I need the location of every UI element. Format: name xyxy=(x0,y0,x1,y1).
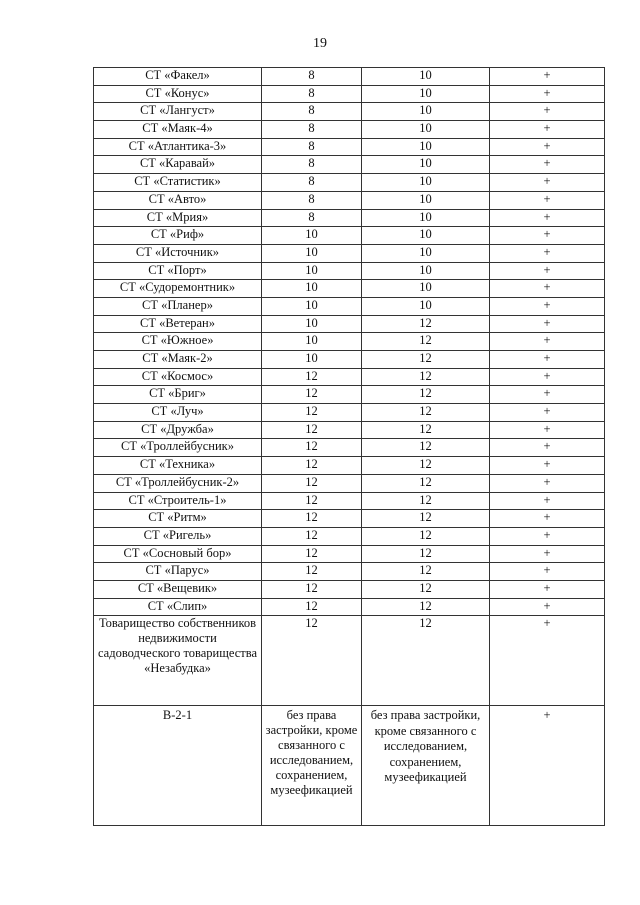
table-row xyxy=(94,527,605,545)
cell-value-a: 10 xyxy=(262,244,362,262)
cell-name: СТ «Маяк-2» xyxy=(94,351,262,369)
cell-value-a: 12 xyxy=(262,421,362,439)
cell-value-a: без права застройки, кроме связанного с исследованием, сохранением, музеефикацией xyxy=(262,706,362,826)
table-row xyxy=(94,174,605,192)
table-row xyxy=(94,457,605,475)
cell-mark: + xyxy=(490,527,605,545)
cell-name: СТ «Южное» xyxy=(94,333,262,351)
cell-mark: + xyxy=(490,262,605,280)
cell-value-b: 10 xyxy=(362,138,490,156)
cell-value-b: 12 xyxy=(362,563,490,581)
cell-value-a: 8 xyxy=(262,156,362,174)
cell-value-b: 10 xyxy=(362,297,490,315)
table-row xyxy=(94,315,605,333)
cell-value-b: 12 xyxy=(362,404,490,422)
cell-value-a: 12 xyxy=(262,457,362,475)
table-row xyxy=(94,103,605,121)
cell-name: СТ «Факел» xyxy=(94,68,262,86)
cell-value-b: 12 xyxy=(362,580,490,598)
cell-mark: + xyxy=(490,492,605,510)
cell-value-b: 12 xyxy=(362,510,490,528)
cell-value-a: 8 xyxy=(262,191,362,209)
cell-value-a: 12 xyxy=(262,598,362,616)
cell-mark: + xyxy=(490,227,605,245)
cell-name: СТ «Каравай» xyxy=(94,156,262,174)
cell-name: СТ «Слип» xyxy=(94,598,262,616)
cell-value-b: 10 xyxy=(362,68,490,86)
cell-value-b: 12 xyxy=(362,474,490,492)
cell-name: СТ «Луч» xyxy=(94,404,262,422)
cell-value-b: 10 xyxy=(362,121,490,139)
cell-mark: + xyxy=(490,351,605,369)
cell-name: СТ «Бриг» xyxy=(94,386,262,404)
cell-mark: + xyxy=(490,121,605,139)
cell-name: СТ «Авто» xyxy=(94,191,262,209)
table-row xyxy=(94,386,605,404)
cell-value-a: 10 xyxy=(262,297,362,315)
cell-value-b: 12 xyxy=(362,368,490,386)
table-row xyxy=(94,545,605,563)
cell-value-a: 12 xyxy=(262,545,362,563)
cell-name: СТ «Маяк-4» xyxy=(94,121,262,139)
cell-mark: + xyxy=(490,368,605,386)
cell-value-a: 12 xyxy=(262,510,362,528)
cell-name: СТ «Судоремонтник» xyxy=(94,280,262,298)
cell-mark: + xyxy=(490,333,605,351)
cell-value-a: 12 xyxy=(262,404,362,422)
table-row xyxy=(94,262,605,280)
cell-value-b: 10 xyxy=(362,191,490,209)
cell-mark: + xyxy=(490,103,605,121)
table-row xyxy=(94,227,605,245)
cell-value-b: 10 xyxy=(362,103,490,121)
table-row xyxy=(94,580,605,598)
cell-name: В-2-1 xyxy=(94,706,262,826)
cell-value-a: 12 xyxy=(262,563,362,581)
cell-mark: + xyxy=(490,191,605,209)
cell-name: СТ «Мрия» xyxy=(94,209,262,227)
table-row xyxy=(94,492,605,510)
cell-value-a: 10 xyxy=(262,333,362,351)
zoning-table xyxy=(93,67,605,826)
cell-value-a: 12 xyxy=(262,527,362,545)
cell-mark: + xyxy=(490,68,605,86)
cell-value-b: 10 xyxy=(362,227,490,245)
cell-mark: + xyxy=(490,545,605,563)
cell-value-b: 10 xyxy=(362,156,490,174)
cell-value-a: 12 xyxy=(262,616,362,706)
cell-mark: + xyxy=(490,315,605,333)
cell-name: СТ «Источник» xyxy=(94,244,262,262)
cell-name: СТ «Риф» xyxy=(94,227,262,245)
cell-mark: + xyxy=(490,706,605,826)
cell-value-a: 10 xyxy=(262,280,362,298)
cell-value-b: 10 xyxy=(362,262,490,280)
cell-value-b: 12 xyxy=(362,457,490,475)
cell-value-a: 8 xyxy=(262,174,362,192)
table-row xyxy=(94,297,605,315)
cell-value-b: 10 xyxy=(362,174,490,192)
cell-mark: + xyxy=(490,474,605,492)
cell-value-b: 10 xyxy=(362,244,490,262)
cell-value-b: 10 xyxy=(362,280,490,298)
cell-mark: + xyxy=(490,563,605,581)
cell-name: СТ «Вещевик» xyxy=(94,580,262,598)
table-row xyxy=(94,68,605,86)
table-row xyxy=(94,421,605,439)
cell-mark: + xyxy=(490,510,605,528)
cell-value-b: 10 xyxy=(362,85,490,103)
cell-value-a: 12 xyxy=(262,439,362,457)
cell-value-a: 8 xyxy=(262,103,362,121)
cell-value-a: 8 xyxy=(262,68,362,86)
table-row xyxy=(94,439,605,457)
cell-mark: + xyxy=(490,457,605,475)
cell-name: СТ «Техника» xyxy=(94,457,262,475)
table-row xyxy=(94,333,605,351)
cell-mark: + xyxy=(490,138,605,156)
table-row xyxy=(94,191,605,209)
cell-value-b: 12 xyxy=(362,386,490,404)
cell-name: СТ «Троллейбусник-2» xyxy=(94,474,262,492)
cell-value-b: 12 xyxy=(362,439,490,457)
cell-mark: + xyxy=(490,421,605,439)
cell-name: СТ «Космос» xyxy=(94,368,262,386)
table-row xyxy=(94,351,605,369)
table-row xyxy=(94,85,605,103)
cell-name: СТ «Парус» xyxy=(94,563,262,581)
cell-value-a: 12 xyxy=(262,580,362,598)
cell-name: СТ «Строитель-1» xyxy=(94,492,262,510)
table-row xyxy=(94,156,605,174)
cell-name: СТ «Атлантика-3» xyxy=(94,138,262,156)
cell-mark: + xyxy=(490,616,605,706)
cell-name: СТ «Ветеран» xyxy=(94,315,262,333)
cell-name: СТ «Лангуст» xyxy=(94,103,262,121)
cell-value-a: 12 xyxy=(262,368,362,386)
cell-mark: + xyxy=(490,280,605,298)
cell-mark: + xyxy=(490,174,605,192)
cell-value-b: 12 xyxy=(362,616,490,706)
cell-name: СТ «Сосновый бор» xyxy=(94,545,262,563)
cell-value-b: без права застройки, кроме связанного с исследованием, сохранением, музеефикацией xyxy=(362,706,490,826)
cell-value-b: 12 xyxy=(362,598,490,616)
cell-name: СТ «Статистик» xyxy=(94,174,262,192)
cell-mark: + xyxy=(490,598,605,616)
cell-mark: + xyxy=(490,386,605,404)
cell-value-a: 8 xyxy=(262,121,362,139)
table-row xyxy=(94,209,605,227)
table-row xyxy=(94,510,605,528)
table-row xyxy=(94,563,605,581)
cell-value-a: 8 xyxy=(262,138,362,156)
cell-value-b: 12 xyxy=(362,351,490,369)
cell-mark: + xyxy=(490,156,605,174)
cell-value-a: 12 xyxy=(262,386,362,404)
cell-value-b: 12 xyxy=(362,315,490,333)
cell-name: СТ «Ригель» xyxy=(94,527,262,545)
table-row xyxy=(94,404,605,422)
page-number: 19 xyxy=(313,36,327,51)
cell-name: Товарищество собственников недвижимости садоводческого товарищества «Незабудка» xyxy=(94,616,262,706)
cell-name: СТ «Дружба» xyxy=(94,421,262,439)
cell-value-b: 12 xyxy=(362,492,490,510)
cell-name: СТ «Конус» xyxy=(94,85,262,103)
cell-name: СТ «Порт» xyxy=(94,262,262,280)
cell-value-a: 12 xyxy=(262,492,362,510)
table-body xyxy=(94,68,605,826)
cell-mark: + xyxy=(490,404,605,422)
cell-name: СТ «Ритм» xyxy=(94,510,262,528)
cell-mark: + xyxy=(490,297,605,315)
cell-value-b: 12 xyxy=(362,333,490,351)
table-row xyxy=(94,616,605,706)
cell-name: СТ «Троллейбусник» xyxy=(94,439,262,457)
table-row xyxy=(94,598,605,616)
cell-value-a: 8 xyxy=(262,85,362,103)
table-row xyxy=(94,280,605,298)
cell-name: СТ «Планер» xyxy=(94,297,262,315)
table-row xyxy=(94,138,605,156)
cell-value-a: 10 xyxy=(262,227,362,245)
cell-value-a: 12 xyxy=(262,474,362,492)
cell-value-a: 8 xyxy=(262,209,362,227)
cell-value-a: 10 xyxy=(262,351,362,369)
table-row xyxy=(94,368,605,386)
table-row xyxy=(94,121,605,139)
cell-value-b: 12 xyxy=(362,421,490,439)
cell-value-b: 12 xyxy=(362,545,490,563)
cell-value-a: 10 xyxy=(262,262,362,280)
cell-mark: + xyxy=(490,439,605,457)
table-row xyxy=(94,244,605,262)
cell-value-a: 10 xyxy=(262,315,362,333)
cell-value-b: 12 xyxy=(362,527,490,545)
cell-mark: + xyxy=(490,209,605,227)
cell-mark: + xyxy=(490,85,605,103)
table-row xyxy=(94,474,605,492)
table-row xyxy=(94,706,605,826)
cell-mark: + xyxy=(490,244,605,262)
cell-mark: + xyxy=(490,580,605,598)
cell-value-b: 10 xyxy=(362,209,490,227)
